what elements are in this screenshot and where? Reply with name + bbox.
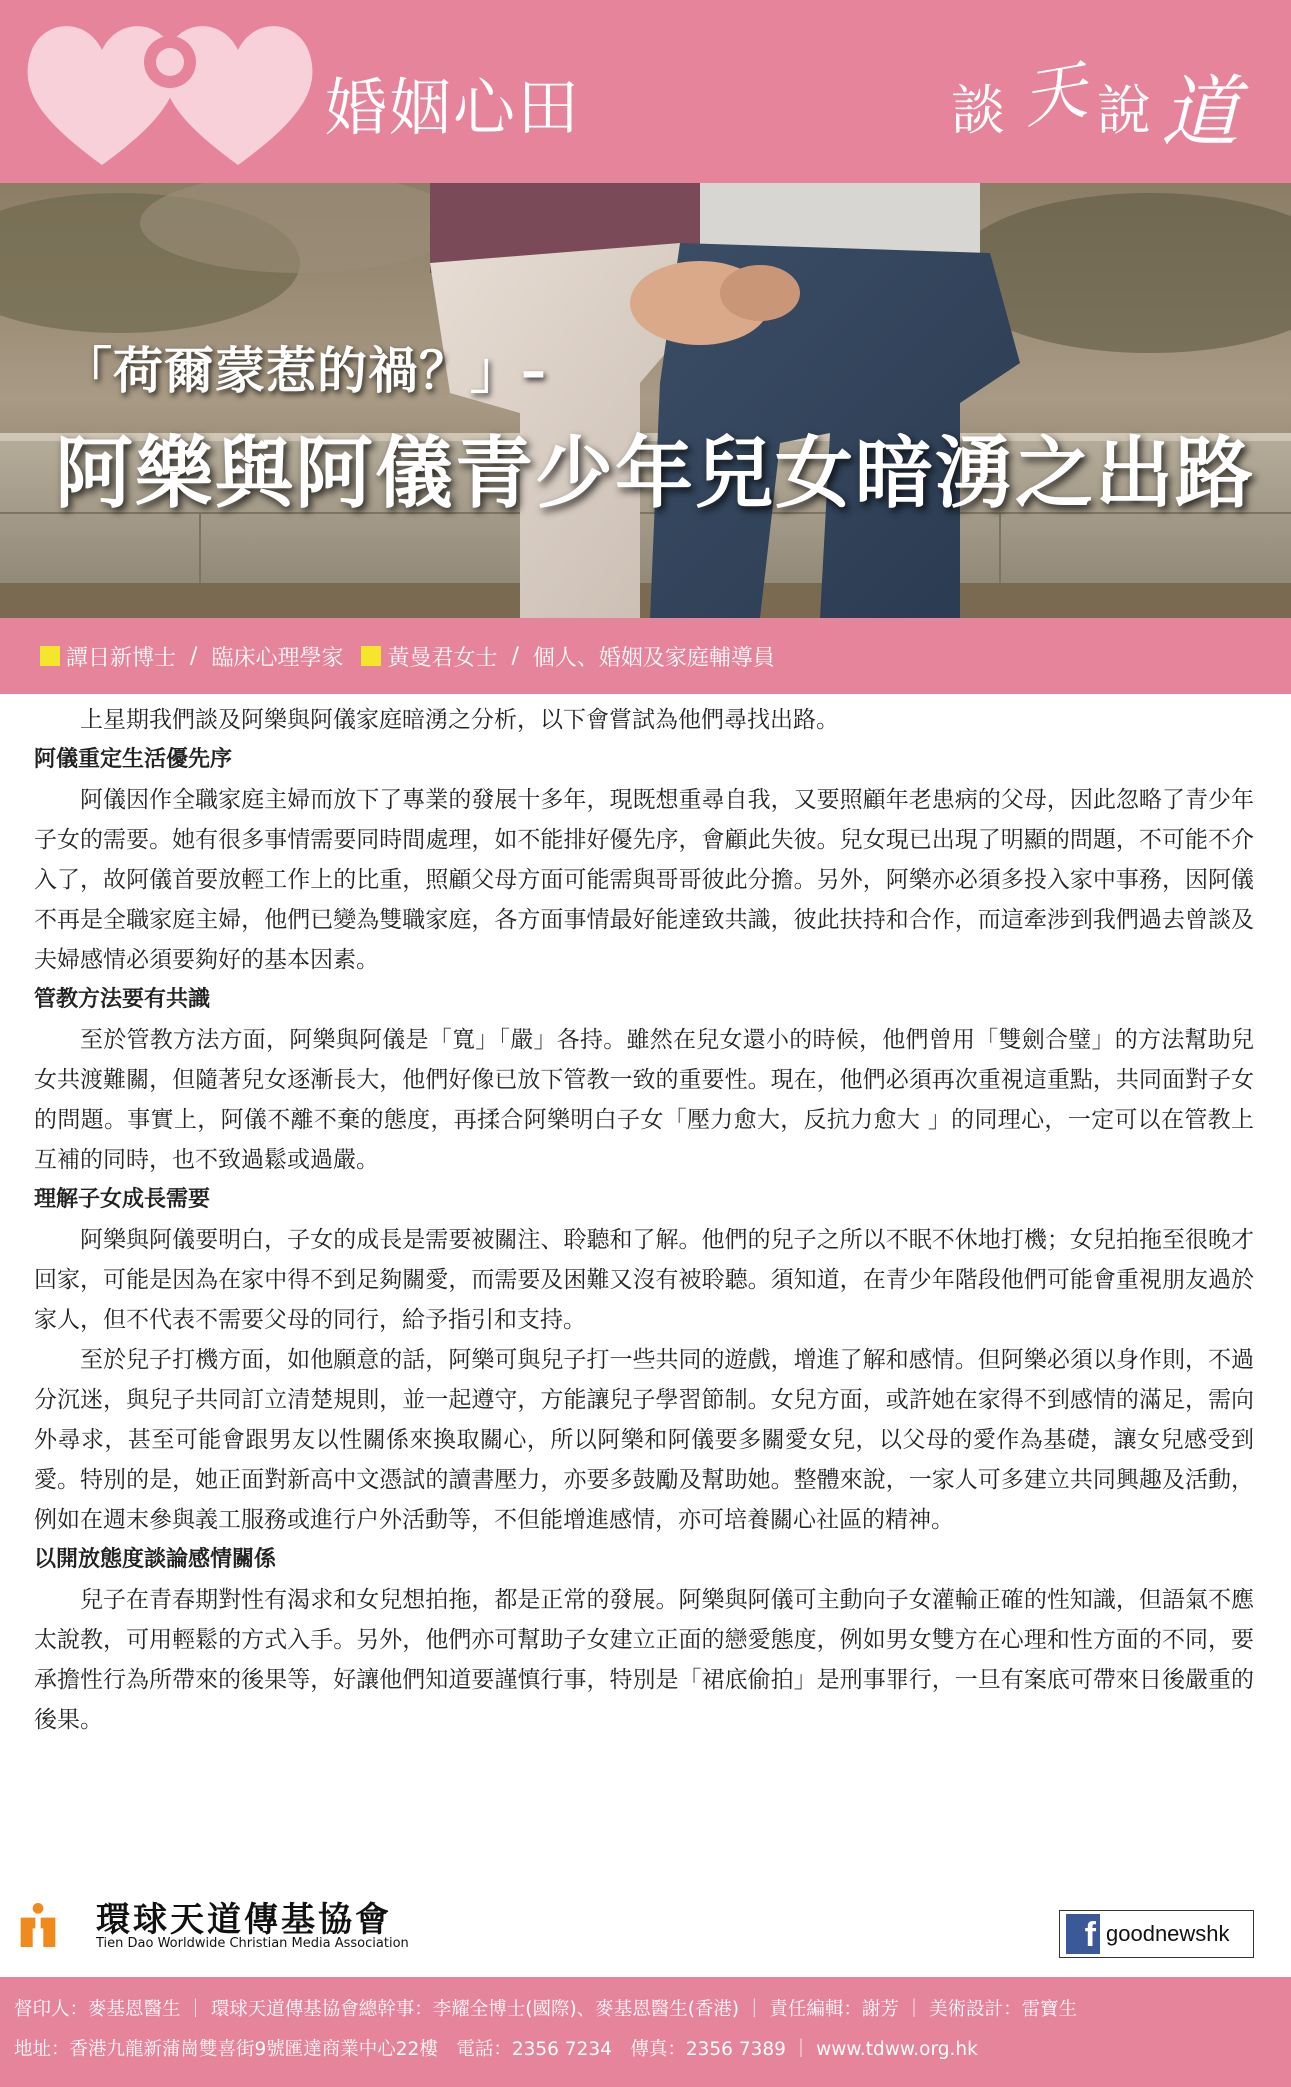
column-header xyxy=(0,0,1291,183)
author1-role: 臨床心理學家 xyxy=(211,645,344,671)
hero-image xyxy=(0,183,1291,618)
facebook-handle: goodnewshk xyxy=(1106,1921,1230,1946)
paragraph: 阿樂與阿儀要明白，子女的成長是需要被關注、聆聽和了解。他們的兒子之所以不眠不休地打機；女兒拍拖至很晚才回家，可能是因為在家中得不到足夠關愛，而需要及困難又沒有被聆聽。須知道，在青少年階段他們可能會重視朋友過於家人，但不代表不需要父母的同行，給予指引和支持。 xyxy=(34,1227,1254,1333)
address-line: 地址：香港九龍新蒲崗雙喜街9號匯達商業中心22樓 電話：2356 7234 傳真：2356 7389 ｜ www.tdww.org.hk xyxy=(14,2039,978,2060)
paragraph: 兒子在青春期對性有渴求和女兒想拍拖，都是正常的發展。阿樂與阿儀可主動向子女灌輸正確的性知識，但語氣不應太說教，可用輕鬆的方式入手。另外，他們亦可幫助子女建立正面的戀愛態度，例如男女雙方在心理和性方面的不同，要承擔性行為所帶來的後果等，好讓他們知道要謹慎行事，特別是「裙底偷拍」是刑事罪行，一旦有案底可帶來日後嚴重的後果。 xyxy=(34,1587,1254,1733)
organization-logo-icon xyxy=(18,1890,58,1960)
section-heading: 阿儀重定生活優先序 xyxy=(34,747,233,772)
credits-line: 督印人：麥基恩醫生 ｜ 環球天道傳基協會總幹事：李耀全博士(國際)、麥基恩醫生(香港) ｜ 責任編輯：謝芳 ｜ 美術設計：雷寶生 xyxy=(14,1999,1078,2020)
author2-role: 個人、婚姻及家庭輔導員 xyxy=(532,645,775,671)
byline-separator: / xyxy=(190,643,198,669)
article-title: 阿樂與阿儀青少年兒女暗湧之出路 xyxy=(55,429,1256,519)
brand-char-1: 談 xyxy=(951,79,1005,142)
facebook-icon: f xyxy=(1066,1914,1100,1954)
column-title: 婚姻心田 xyxy=(325,71,582,144)
facebook-link[interactable] xyxy=(1059,1910,1254,1958)
bullet-square-icon xyxy=(40,646,60,666)
section-heading: 管教方法要有共識 xyxy=(34,987,211,1012)
intro-paragraph: 上星期我們談及阿樂與阿儀家庭暗湧之分析，以下會嘗試為他們尋找出路。 xyxy=(80,707,839,733)
author-byline xyxy=(0,618,1291,694)
paragraph: 至於兒子打機方面，如他願意的話，阿樂可與兒子打一些共同的遊戲，增進了解和感情。但阿樂必須以身作則，不過分沉迷，與兒子共同訂立清楚規則，並一起遵守，方能讓兒子學習節制。女兒方面，或許她在家得不到感情的滿足，需向外尋求，甚至可能會跟男友以性關係來換取關心，所以阿樂和阿儀要多關愛女兒，以父母的愛作為基礎，讓女兒感受到愛。特別的是，她正面對新高中文憑試的讀書壓力，亦要多鼓勵及幫助她。整體來說，一家人可多建立共同興趣及活動，例如在週末參與義工服務或進行户外活動等，不但能增進感情，亦可培養關心社區的精神。 xyxy=(34,1347,1254,1533)
brand-calligraphy-logo xyxy=(951,20,1251,160)
hearts-logo-icon xyxy=(0,0,330,183)
byline-separator: / xyxy=(511,643,519,669)
organization-row xyxy=(0,1888,1291,1964)
paragraph: 阿儀因作全職家庭主婦而放下了專業的發展十多年，現既想重尋自我，又要照顧年老患病的父母，因此忽略了青少年子女的需要。她有很多事情需要同時間處理，如不能排好優先序，會顧此失彼。兒女現已出現了明顯的問題，不可能不介入了，故阿儀首要放輕工作上的比重，照顧父母方面可能需與哥哥彼此分擔。另外，阿樂亦必須多投入家中事務，因阿儀不再是全職家庭主婦，他們已變為雙職家庭，各方面事情最好能達致共識，彼此扶持和合作，而這牽涉到我們過去曾談及夫婦感情必須要夠好的基本因素。 xyxy=(34,787,1254,973)
organization-name: 環球天道傳基協會 xyxy=(96,1900,392,1940)
author1-name: 譚日新博士 xyxy=(66,645,177,671)
credits-footer xyxy=(0,1977,1291,2087)
author2-name: 黃曼君女士 xyxy=(387,645,498,671)
bullet-square-icon xyxy=(361,646,381,666)
brand-char-2: 天 xyxy=(1016,53,1092,138)
brand-char-4: 道 xyxy=(1161,68,1240,158)
section-heading: 理解子女成長需要 xyxy=(34,1187,211,1212)
article-subtitle: 「荷爾蒙惹的禍？」– xyxy=(62,342,547,400)
organization-name-english: Tien Dao Worldwide Christian Media Association xyxy=(96,1936,409,1951)
section-heading: 以開放態度談論感情關係 xyxy=(34,1547,277,1572)
brand-char-3: 說 xyxy=(1097,79,1151,142)
article-body xyxy=(34,700,1254,1740)
paragraph: 至於管教方法方面，阿樂與阿儀是「寬」「嚴」各持。雖然在兒女還小的時候，他們曾用「雙劍合璧」的方法幫助兒女共渡難關，但隨著兒女逐漸長大，他們好像已放下管教一致的重要性。現在，他們必須再次重視這重點，共同面對子女的問題。事實上，阿儀不離不棄的態度，再揉合阿樂明白子女「壓力愈大，反抗力愈大 」的同理心，一定可以在管教上互補的同時，也不致過鬆或過嚴。 xyxy=(34,1027,1254,1173)
